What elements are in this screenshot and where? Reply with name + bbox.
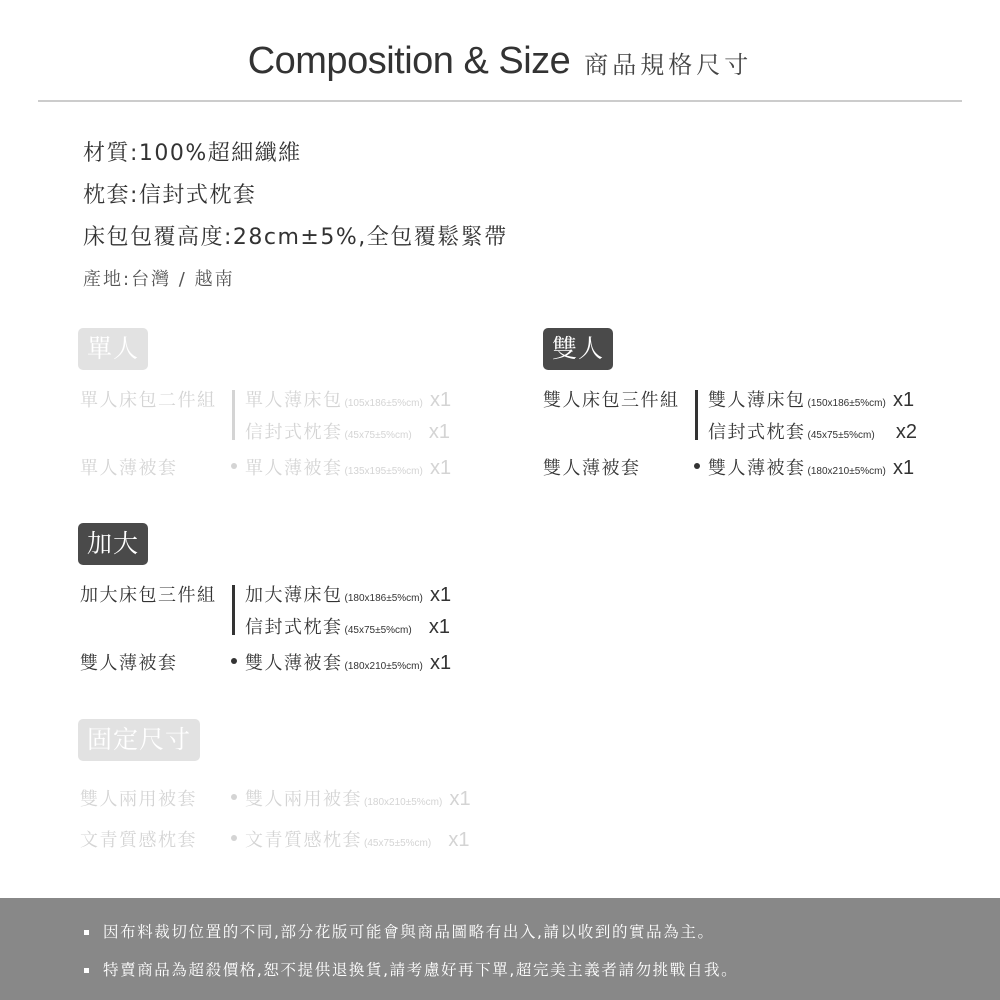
queen-set-bracket bbox=[232, 585, 235, 635]
fixed-row-1-bullet bbox=[231, 794, 237, 800]
double-quilt-bullet bbox=[694, 463, 700, 469]
footer-note-1: 因布料裁切位置的不同,部分花版可能會與商品圖略有出入,請以收到的實品為主。 bbox=[84, 920, 715, 942]
single-quilt-bullet bbox=[231, 463, 237, 469]
double-item-2: 信封式枕套 (45x75±5%cm) x2 bbox=[708, 421, 918, 443]
single-quilt-label: 單人薄被套 bbox=[80, 458, 178, 479]
queen-quilt-bullet bbox=[231, 658, 237, 664]
double-set-bracket bbox=[695, 390, 698, 440]
footer-notice bbox=[0, 898, 1000, 1000]
fixed-row-1-label: 雙人兩用被套 bbox=[80, 789, 197, 810]
footer-note-2: 特賣商品為超殺價格,恕不提供退換貨,請考慮好再下單,超完美主義者請勿挑戰自我。 bbox=[84, 958, 738, 980]
fixed-row-2-label: 文青質感枕套 bbox=[80, 830, 197, 851]
spec-height: 床包包覆高度:28cm±5%,全包覆鬆緊帶 bbox=[83, 225, 508, 250]
queen-quilt-item: 雙人薄被套 (180x210±5%cm) x1 bbox=[245, 652, 452, 674]
queen-item-2: 信封式枕套 (45x75±5%cm) x1 bbox=[245, 616, 451, 638]
tag-queen: 加大 bbox=[78, 523, 148, 565]
queen-quilt-label: 雙人薄被套 bbox=[80, 653, 178, 674]
bullet-icon bbox=[84, 968, 89, 973]
single-item-1: 單人薄床包 (105x186±5%cm) x1 bbox=[245, 389, 452, 411]
page-header bbox=[0, 40, 1000, 83]
tag-single: 單人 bbox=[78, 328, 148, 370]
spec-origin: 產地:台灣 / 越南 bbox=[83, 269, 235, 290]
fixed-row-2-bullet bbox=[231, 835, 237, 841]
single-quilt-item: 單人薄被套 (135x195±5%cm) x1 bbox=[245, 457, 452, 479]
tag-double: 雙人 bbox=[543, 328, 613, 370]
spec-material: 材質:100%超細纖維 bbox=[83, 141, 302, 166]
spec-pillowcase: 枕套:信封式枕套 bbox=[83, 183, 257, 208]
double-quilt-label: 雙人薄被套 bbox=[543, 458, 641, 479]
title-zh: 商品規格尺寸 bbox=[584, 51, 753, 79]
queen-item-1: 加大薄床包 (180x186±5%cm) x1 bbox=[245, 584, 452, 606]
tag-fixed-size: 固定尺寸 bbox=[78, 719, 200, 761]
header-divider bbox=[38, 100, 962, 102]
double-item-1: 雙人薄床包 (150x186±5%cm) x1 bbox=[708, 389, 915, 411]
single-item-2: 信封式枕套 (45x75±5%cm) x1 bbox=[245, 421, 451, 443]
double-set-label: 雙人床包三件組 bbox=[543, 390, 680, 411]
single-set-bracket bbox=[232, 390, 235, 440]
fixed-row-2-item: 文青質感枕套 (45x75±5%cm) x1 bbox=[245, 829, 470, 851]
queen-set-label: 加大床包三件組 bbox=[80, 585, 217, 606]
fixed-row-1-item: 雙人兩用被套 (180x210±5%cm) x1 bbox=[245, 788, 471, 810]
title-en: Composition & Size bbox=[247, 40, 571, 82]
double-quilt-item: 雙人薄被套 (180x210±5%cm) x1 bbox=[708, 457, 915, 479]
bullet-icon bbox=[84, 930, 89, 935]
single-set-label: 單人床包二件組 bbox=[80, 390, 217, 411]
